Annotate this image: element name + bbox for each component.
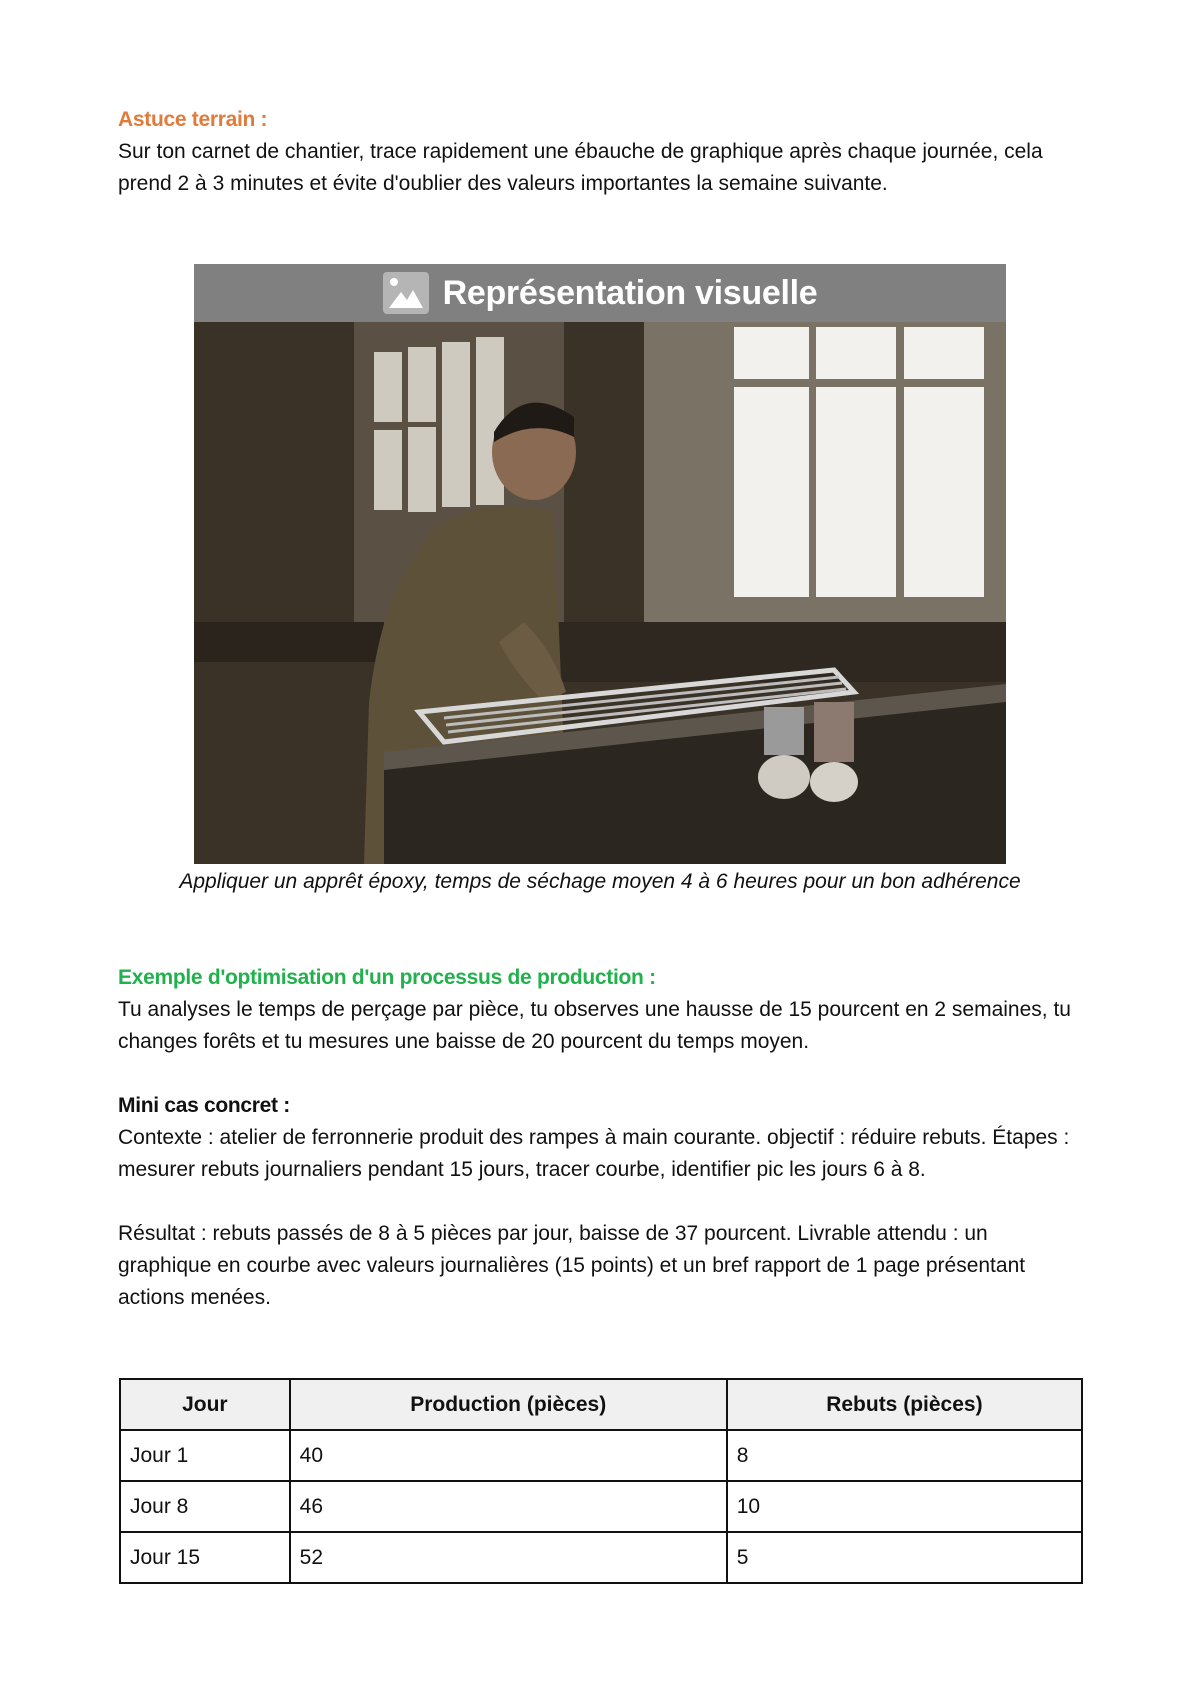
case-heading: Mini cas concret : [118, 1094, 290, 1117]
cell-rebuts: 10 [727, 1481, 1082, 1532]
figure-caption: Appliquer un apprêt époxy, temps de séchage moyen 4 à 6 heures pour un bon adhérence [179, 870, 1021, 893]
table-header-row [120, 1379, 1082, 1430]
visual-figure [194, 264, 1006, 864]
figure-title-bar [194, 264, 1006, 322]
content-sections [118, 962, 1084, 1346]
cell-rebuts: 8 [727, 1430, 1082, 1481]
image-icon [383, 272, 429, 314]
figure-title: Représentation visuelle [442, 273, 818, 312]
result-section [118, 1218, 1084, 1314]
case-section [118, 1090, 1084, 1186]
data-table [119, 1378, 1083, 1584]
cell-rebuts: 5 [727, 1532, 1082, 1583]
tip-heading: Astuce terrain : [118, 108, 268, 131]
table-row [120, 1430, 1082, 1481]
cell-jour: Jour 8 [120, 1481, 290, 1532]
tip-text: Sur ton carnet de chantier, trace rapidement une ébauche de graphique après chaque journée, cela prend 2 à 3 minutes et évite d'oublier des valeurs importantes la semaine suivante. [118, 140, 1043, 195]
table-row [120, 1532, 1082, 1583]
case-result: Résultat : rebuts passés de 8 à 5 pièces par jour, baisse de 37 pourcent. Livrable attendu : un graphique en courbe avec valeurs journalières (15 points) et un bref rapport de 1 page présentant actions menées. [118, 1222, 1026, 1309]
header-rebuts: Rebuts (pièces) [727, 1379, 1082, 1430]
example-text: Tu analyses le temps de perçage par pièce, tu observes une hausse de 15 pourcent en 2 semaines, tu changes forêts et tu mesures une baisse de 20 pourcent du temps moyen. [118, 998, 1071, 1053]
example-heading: Exemple d'optimisation d'un processus de production : [118, 966, 656, 989]
case-context: Contexte : atelier de ferronnerie produit des rampes à main courante. objectif : réduire rebuts. Étapes : mesurer rebuts journaliers pendant 15 jours, tracer courbe, identifier pic les jours 6 à 8. [118, 1126, 1070, 1181]
workshop-photo [194, 322, 1006, 864]
cell-jour: Jour 15 [120, 1532, 290, 1583]
header-production: Production (pièces) [290, 1379, 727, 1430]
cell-production: 46 [290, 1481, 727, 1532]
cell-production: 40 [290, 1430, 727, 1481]
table-row [120, 1481, 1082, 1532]
cell-production: 52 [290, 1532, 727, 1583]
cell-jour: Jour 1 [120, 1430, 290, 1481]
header-jour: Jour [120, 1379, 290, 1430]
tip-section [118, 104, 1084, 200]
example-section [118, 962, 1084, 1058]
